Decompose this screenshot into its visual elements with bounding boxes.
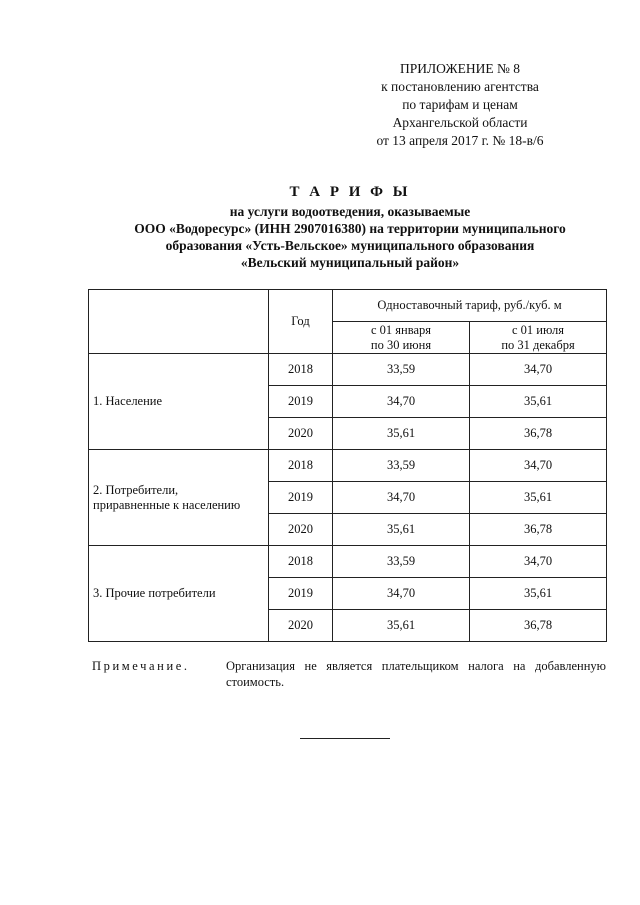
period-1-text: с 01 января по 30 июня [370, 322, 432, 352]
tariff-h1-cell: 35,61 [333, 514, 470, 546]
category-label: 2. Потребители, приравненные к населению [93, 482, 241, 512]
tariff-h1-cell: 33,59 [333, 450, 470, 482]
year-cell: 2020 [269, 610, 333, 642]
category-label: 3. Прочие потребители [93, 586, 216, 600]
appendix-line: к постановлению агентства [381, 79, 539, 94]
tariff-h1-cell: 35,61 [333, 610, 470, 642]
table-header-row [89, 290, 607, 322]
tariff-table [88, 289, 607, 642]
tariff-h2-cell: 36,78 [470, 610, 607, 642]
note-label: Примечание. [92, 659, 190, 673]
table-row [89, 546, 607, 578]
tariff-h2-cell: 35,61 [470, 482, 607, 514]
tariff-h1-cell: 33,59 [333, 354, 470, 386]
appendix-line: по тарифам и ценам [402, 97, 518, 112]
tariff-h2-cell: 36,78 [470, 514, 607, 546]
note-block [92, 658, 606, 690]
header-period-1 [333, 322, 470, 354]
year-cell: 2018 [269, 546, 333, 578]
title-main: Т А Р И Ф Ы [289, 184, 411, 200]
appendix-line: ПРИЛОЖЕНИЕ № 8 [399, 61, 521, 76]
tariff-h2-cell: 34,70 [470, 354, 607, 386]
tariff-h1-cell: 34,70 [333, 578, 470, 610]
tariff-h1-cell: 34,70 [333, 386, 470, 418]
tariff-h2-cell: 34,70 [470, 546, 607, 578]
tariff-h2-cell: 35,61 [470, 578, 607, 610]
tariff-h2-cell: 34,70 [470, 450, 607, 482]
header-period-2 [470, 322, 607, 354]
title-line: ООО «Водоресурс» (ИНН 2907016380) на территории муниципального [134, 221, 566, 236]
closing-divider [300, 738, 390, 739]
appendix-line: Архангельской области [392, 115, 528, 130]
tariff-h1-cell: 34,70 [333, 482, 470, 514]
tariff-h2-cell: 35,61 [470, 386, 607, 418]
table-row [89, 354, 607, 386]
year-cell: 2019 [269, 386, 333, 418]
period-2-text: с 01 июля по 31 декабря [501, 322, 575, 352]
category-label: 1. Население [93, 394, 163, 408]
title-line: «Вельский муниципальный район» [240, 255, 460, 270]
table-row [89, 450, 607, 482]
category-cell [89, 450, 269, 546]
year-cell: 2020 [269, 418, 333, 450]
category-cell [89, 354, 269, 450]
title-line: на услуги водоотведения, оказываемые [229, 204, 471, 219]
tariff-h1-cell: 33,59 [333, 546, 470, 578]
header-year: Год [269, 290, 333, 354]
title-line: образования «Усть-Вельское» муниципального образования [165, 238, 535, 253]
year-cell: 2018 [269, 354, 333, 386]
appendix-header [360, 60, 560, 150]
header-tariff: Одноставочный тариф, руб./куб. м [333, 290, 607, 322]
note-text: Организация не является плательщиком налога на добавленную стоимость. [226, 659, 606, 689]
year-cell: 2019 [269, 482, 333, 514]
header-empty-cell [89, 290, 269, 354]
year-cell: 2018 [269, 450, 333, 482]
tariff-h2-cell: 36,78 [470, 418, 607, 450]
year-cell: 2019 [269, 578, 333, 610]
tariff-h1-cell: 35,61 [333, 418, 470, 450]
appendix-line: от 13 апреля 2017 г. № 18-в/6 [376, 133, 544, 148]
year-cell: 2020 [269, 514, 333, 546]
category-cell [89, 546, 269, 642]
document-title [60, 184, 640, 271]
